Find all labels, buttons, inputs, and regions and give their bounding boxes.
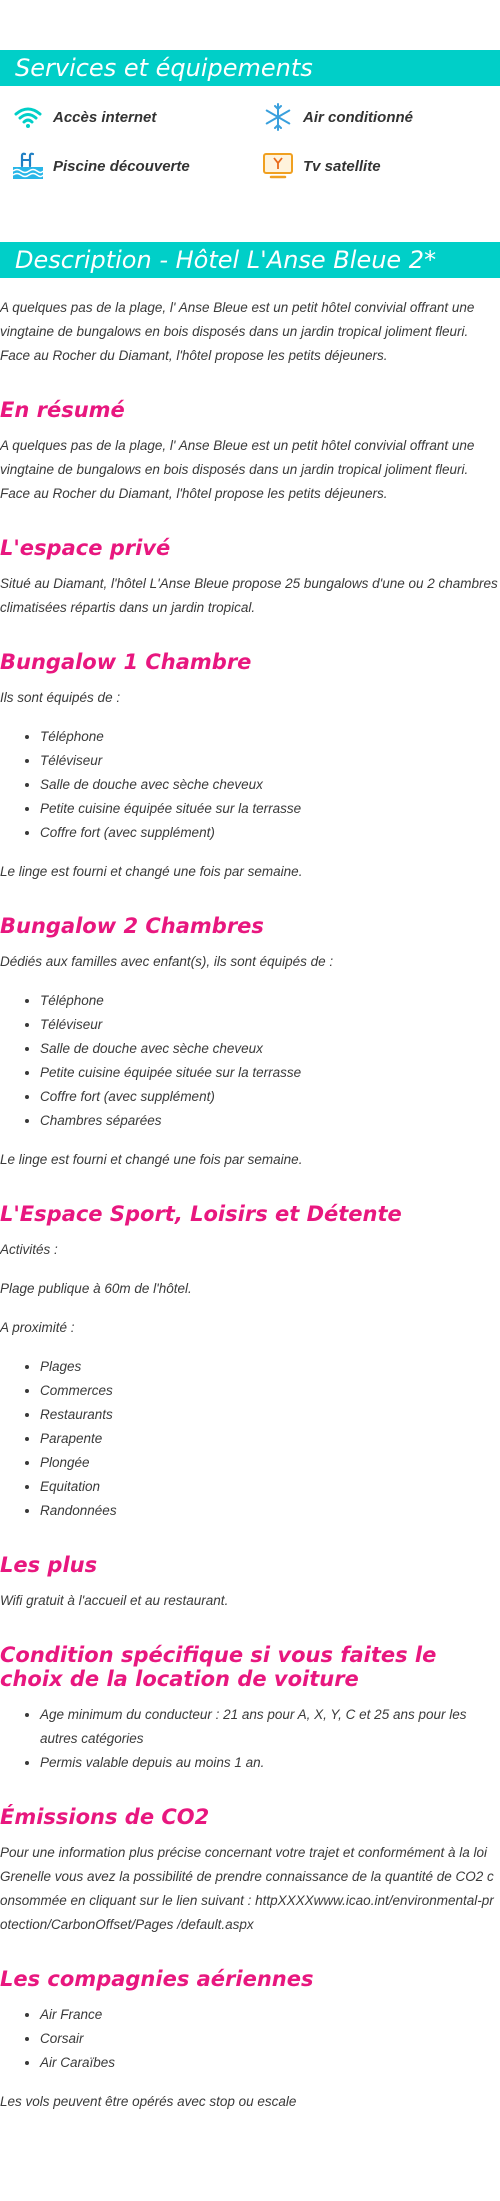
sport-proximite-label: A proximité : — [0, 1320, 75, 1335]
list-item: • Téléviseur — [40, 749, 500, 773]
list-item: • Corsair — [40, 2027, 500, 2051]
espace-prive-text: Situé au Diamant, l'hôtel L'Anse Bleue propose 25 bungalows d'une ou 2 chambres climatisées répartis dans un jardin tropical. — [0, 576, 498, 615]
list-item: • Randonnées — [40, 1499, 500, 1523]
service-tv — [260, 150, 500, 182]
bungalow-2-note: Le linge est fourni et changé une fois par semaine. — [0, 1152, 303, 1167]
location-list — [0, 1703, 500, 1775]
list-item: • Air Caraïbes — [40, 2051, 500, 2075]
resume-text: A quelques pas de la plage, l' Anse Bleue est un petit hôtel convivial offrant une vingtaine de bungalows en bois disposés dans un jardin tropical joliment fleuri. Face au Rocher du Diamant, l'hôtel propose les petits déjeuners. — [0, 438, 475, 501]
list-item: • Plongée — [40, 1451, 500, 1475]
list-item: • Chambres séparées — [40, 1109, 500, 1133]
description-header: Description - Hôtel L'Anse Bleue 2* — [0, 242, 500, 278]
section-title-location: Condition spécifique si vous faites le choix de la location de voiture — [0, 1643, 437, 1691]
co2-text: Pour une information plus précise concernant votre trajet et conformément à la loi Grenelle vous avez la possibilité de prendre connaissance de la quantité de CO2 consommée en cliquant sur le lien suivant : httpXXXXwww.icao.int/environmental-protection/CarbonOffset/Pages /default.aspx — [0, 1845, 494, 1932]
bungalow-2-list — [0, 989, 500, 1133]
bungalow-1-intro: Ils sont équipés de : — [0, 690, 121, 705]
service-label: Accès internet — [53, 108, 157, 126]
section-title-bungalow-1: Bungalow 1 Chambre — [0, 650, 252, 674]
list-item: • Salle de douche avec sèche cheveux — [40, 773, 500, 797]
plus-text: Wifi gratuit à l'accueil et au restaurant. — [0, 1593, 229, 1608]
section-title-bungalow-2: Bungalow 2 Chambres — [0, 914, 264, 938]
list-item: • Equitation — [40, 1475, 500, 1499]
description-intro: A quelques pas de la plage, l' Anse Bleue est un petit hôtel convivial offrant une vingtaine de bungalows en bois disposés dans un jardin tropical joliment fleuri. Face au Rocher du Diamant, l'hôtel propose les petits déjeuners. — [0, 300, 475, 363]
section-title-plus: Les plus — [0, 1553, 98, 1577]
list-item: • Téléphone — [40, 989, 500, 1013]
snowflake-icon — [260, 102, 296, 132]
services-header: Services et équipements — [0, 50, 500, 86]
bungalow-1-note: Le linge est fourni et changé une fois par semaine. — [0, 864, 303, 879]
service-internet — [10, 101, 260, 133]
service-air-conditioning — [260, 101, 500, 133]
sport-plage: Plage publique à 60m de l'hôtel. — [0, 1281, 192, 1296]
list-item: • Petite cuisine équipée située sur la terrasse — [40, 797, 500, 821]
pool-icon — [10, 151, 46, 181]
sport-list — [0, 1355, 500, 1523]
list-item: • Téléphone — [40, 725, 500, 749]
services-list — [0, 101, 500, 182]
bungalow-2-intro: Dédiés aux familles avec enfant(s), ils sont équipés de : — [0, 954, 334, 969]
service-label: Tv satellite — [303, 157, 381, 175]
section-title-espace-prive: L'espace privé — [0, 536, 171, 560]
list-item: • Téléviseur — [40, 1013, 500, 1037]
list-item: • Coffre fort (avec supplément) — [40, 1085, 500, 1109]
wifi-icon — [10, 102, 46, 132]
list-item: • Restaurants — [40, 1403, 500, 1427]
compagnies-note: Les vols peuvent être opérés avec stop ou escale — [0, 2094, 297, 2109]
list-item: • Permis valable depuis au moins 1 an. — [40, 1751, 500, 1775]
compagnies-list — [0, 2003, 500, 2075]
section-title-compagnies: Les compagnies aériennes — [0, 1967, 314, 1991]
list-item: • Plages — [40, 1355, 500, 1379]
list-item: • Salle de douche avec sèche cheveux — [40, 1037, 500, 1061]
service-label: Piscine découverte — [53, 157, 190, 175]
list-item: • Age minimum du conducteur : 21 ans pour A, X, Y, C et 25 ans pour les autres catégories — [40, 1703, 500, 1751]
list-item: • Petite cuisine équipée située sur la terrasse — [40, 1061, 500, 1085]
tv-icon — [260, 151, 296, 181]
list-item: • Commerces — [40, 1379, 500, 1403]
sport-activites-label: Activités : — [0, 1242, 58, 1257]
service-pool — [10, 150, 260, 182]
list-item: • Coffre fort (avec supplément) — [40, 821, 500, 845]
section-title-resume: En résumé — [0, 398, 125, 422]
list-item: • Air France — [40, 2003, 500, 2027]
bungalow-1-list — [0, 725, 500, 845]
service-label: Air conditionné — [303, 108, 413, 126]
section-title-co2: Émissions de CO2 — [0, 1805, 210, 1829]
section-title-sport: L'Espace Sport, Loisirs et Détente — [0, 1202, 402, 1226]
list-item: • Parapente — [40, 1427, 500, 1451]
